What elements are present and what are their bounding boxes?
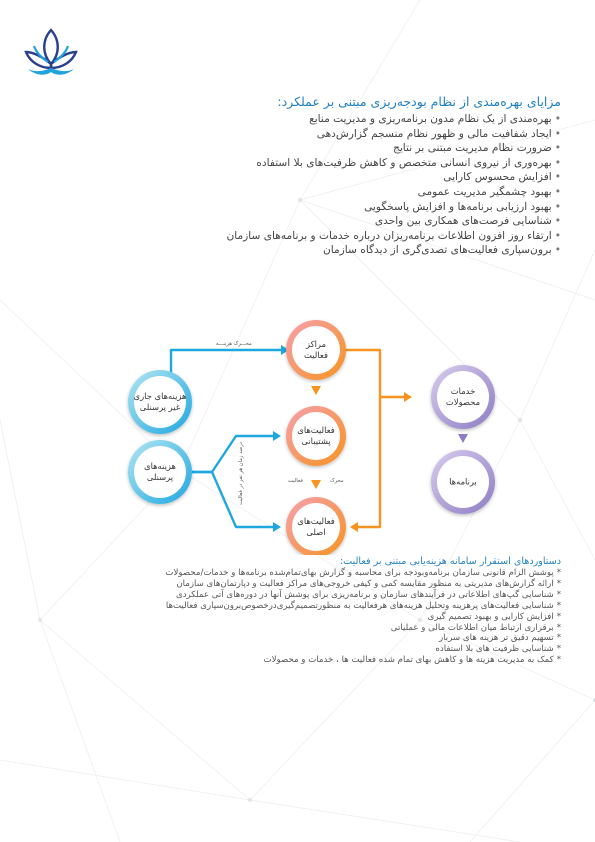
activity-driver-label-a: محرک [330, 478, 344, 484]
abc-costing-diagram [0, 315, 595, 555]
list-item: * شناسایی فعالیت‌های پرهزینه وتحلیل هزینه‌های هرفعالیت به منظورتصمیم‌گیری‌درخصوص‌برون‌سپاری فعالیت‌ها [121, 601, 561, 612]
list-item: • بهبود چشمگیر مدیریت عمومی [121, 185, 561, 200]
achievements-section [121, 556, 561, 666]
benefits-list [121, 112, 561, 258]
cost-driver-arrows [171, 350, 282, 527]
time-driver-label: درصد زمان هر نفر در فعالیت [238, 441, 244, 505]
achievements-list [121, 568, 561, 666]
activity-driver-label-b: فعالیت [288, 478, 303, 484]
node-label-support: فعالیت‌های پشتیبانی [297, 425, 335, 446]
list-item: • افزایش محسوس کارایی [121, 170, 561, 185]
list-item: * ارائه گزارش‌های مدیریتی به منظور مقایسه کمی و کیفی خروجی‌های مراکز فعالیت و دپارتمان‌های سازمان [121, 579, 561, 590]
list-item: • بهره‌وری از نیروی انسانی متخصص و کاهش ظرفیت‌های بلا استفاده [121, 156, 561, 171]
list-item: • برون‌سپاری فعالیت‌های تصدی‌گری از دیدگاه سازمان [121, 243, 561, 258]
node-label-centers: مراکز فعالیت [304, 339, 328, 360]
list-item: * افزایش کارایی و بهبود تصمیم گیری [121, 612, 561, 623]
list-item: • شناسایی فرصت‌های همکاری بین واحدی [121, 214, 561, 229]
list-item: • ارتقاء روز افزون اطلاعات برنامه‌ریزان درباره خدمات و برنامه‌های سازمان [121, 229, 561, 244]
lotus-logo-icon [22, 22, 80, 78]
list-item: • بهره‌مندی از یک نظام مدون برنامه‌ریزی و مدیریت منابع [121, 112, 561, 127]
list-item: • ضرورت نظام مدیریت مبتنی بر نتایج [121, 141, 561, 156]
benefits-section [121, 94, 561, 258]
node-label-nonpersonnel: هزینه‌های جاری غیر پرسنلی [133, 391, 187, 412]
cost-driver-label: محـــرک هزینـــه [216, 341, 252, 347]
list-item: * شناسایی گپ‌های اطلاعاتی در فرآیندهای سازمان و برنامه‌ریزی برای پوشش آنها در دوره‌های آتی عملکردی [121, 590, 561, 601]
activity-driver-arrows [346, 350, 405, 527]
list-item: * پوشش الزام قانونی سازمان برنامه‌وبودجه برای محاسبه و گزارش بهای‌تمام‌شده برنامه‌ها و خدمات/محصولات [121, 568, 561, 579]
list-item: * شناسایی ظرفیت های بلا استفاده [121, 644, 561, 655]
list-item: • بهبود ارزیابی برنامه‌ها و افزایش پاسخگویی [121, 200, 561, 215]
list-item: * تسهیم دقیق تر هزینه های سربار [121, 633, 561, 644]
benefits-title: مزایای بهره‌مندی از نظام بودجه‌ریزی مبتنی بر عملکرد: [277, 94, 561, 109]
purple-arrow [458, 434, 468, 443]
list-item: * برقراری ارتباط میان اطلاعات مالی و عملیاتی [121, 623, 561, 634]
node-label-programs: برنامه‌ها [449, 476, 477, 487]
node-label-main: فعالیت‌های اصلی [297, 516, 335, 537]
node-label-personnel: هزینه‌های پرسنلی [144, 461, 176, 482]
list-item: • ایجاد شفافیت مالی و ظهور نظام منسجم گزارش‌دهی [121, 127, 561, 142]
node-label-services: خدمات محصولات [445, 386, 481, 407]
list-item: * کمک به مدیریت هزینه ها و کاهش بهای تمام شده فعالیت ها ، خدمات و محصولات [121, 655, 561, 666]
achievements-title: دستاوردهای استقرار سامانه هزینه‌یابی مبتنی بر فعالیت: [339, 556, 561, 567]
